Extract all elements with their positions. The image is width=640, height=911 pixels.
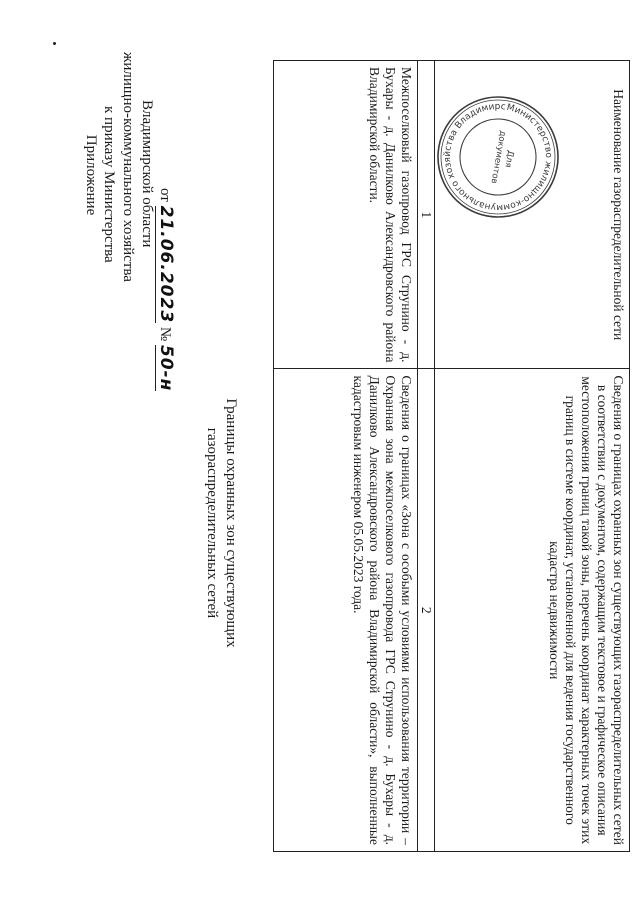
appendix-date-line [156, 188, 176, 391]
header-zone-info: Сведения о границах охранных зон существующих газораспределительных сетей в соответствии с документом, содержащим текстовое и графическое описания местоположения границ такой зоны, перечень координат характерных точек этих границ в системе координат, установленной для ведения государственного кадастра недвижимости [435, 369, 630, 852]
column-number-1: 1 [418, 61, 435, 369]
document-title-line-1: Границы охранных зон существующих [223, 398, 239, 648]
document-title [202, 333, 240, 713]
scan-speck [53, 42, 56, 45]
stamp-ring-text: Министерство жилищно-коммунального хозяйства Владимирской области [442, 101, 570, 213]
cell-zone-info: Сведения о границах «Зона с особыми условиями использования территории – Охранная зона межпоселкового газопровода ГРС Струнино - д. Бухары - д. Данилково Александровского района Владимирской области», выполненные кадастровым инженером 05.05.2023 года. [274, 369, 418, 852]
header-network-name: Наименование газораспределительной сети [435, 61, 630, 369]
appendix-line-2: жилищно-коммунального хозяйства [120, 52, 136, 282]
table-row [274, 61, 418, 852]
cell-network-name: Межпоселковый газопровод ГРС Струнино - д. Бухары - д. Данилково Александровского района Владимирской области. [274, 61, 418, 369]
date-prefix: от [157, 188, 173, 202]
official-stamp [426, 85, 570, 229]
number-prefix: № [157, 326, 173, 342]
handwritten-date: 21.06.2023 [156, 205, 176, 324]
appendix-title: Приложение [83, 134, 99, 216]
column-number-2: 2 [418, 369, 435, 852]
appendix-line-1: к приказу Министерства [101, 106, 117, 263]
document-title-line-2: газораспределительных сетей [204, 427, 220, 619]
appendix-line-3: Владимирской области [139, 100, 155, 248]
handwritten-number: 50-н [156, 344, 176, 392]
stamp-center-text: Для документов [488, 129, 516, 185]
